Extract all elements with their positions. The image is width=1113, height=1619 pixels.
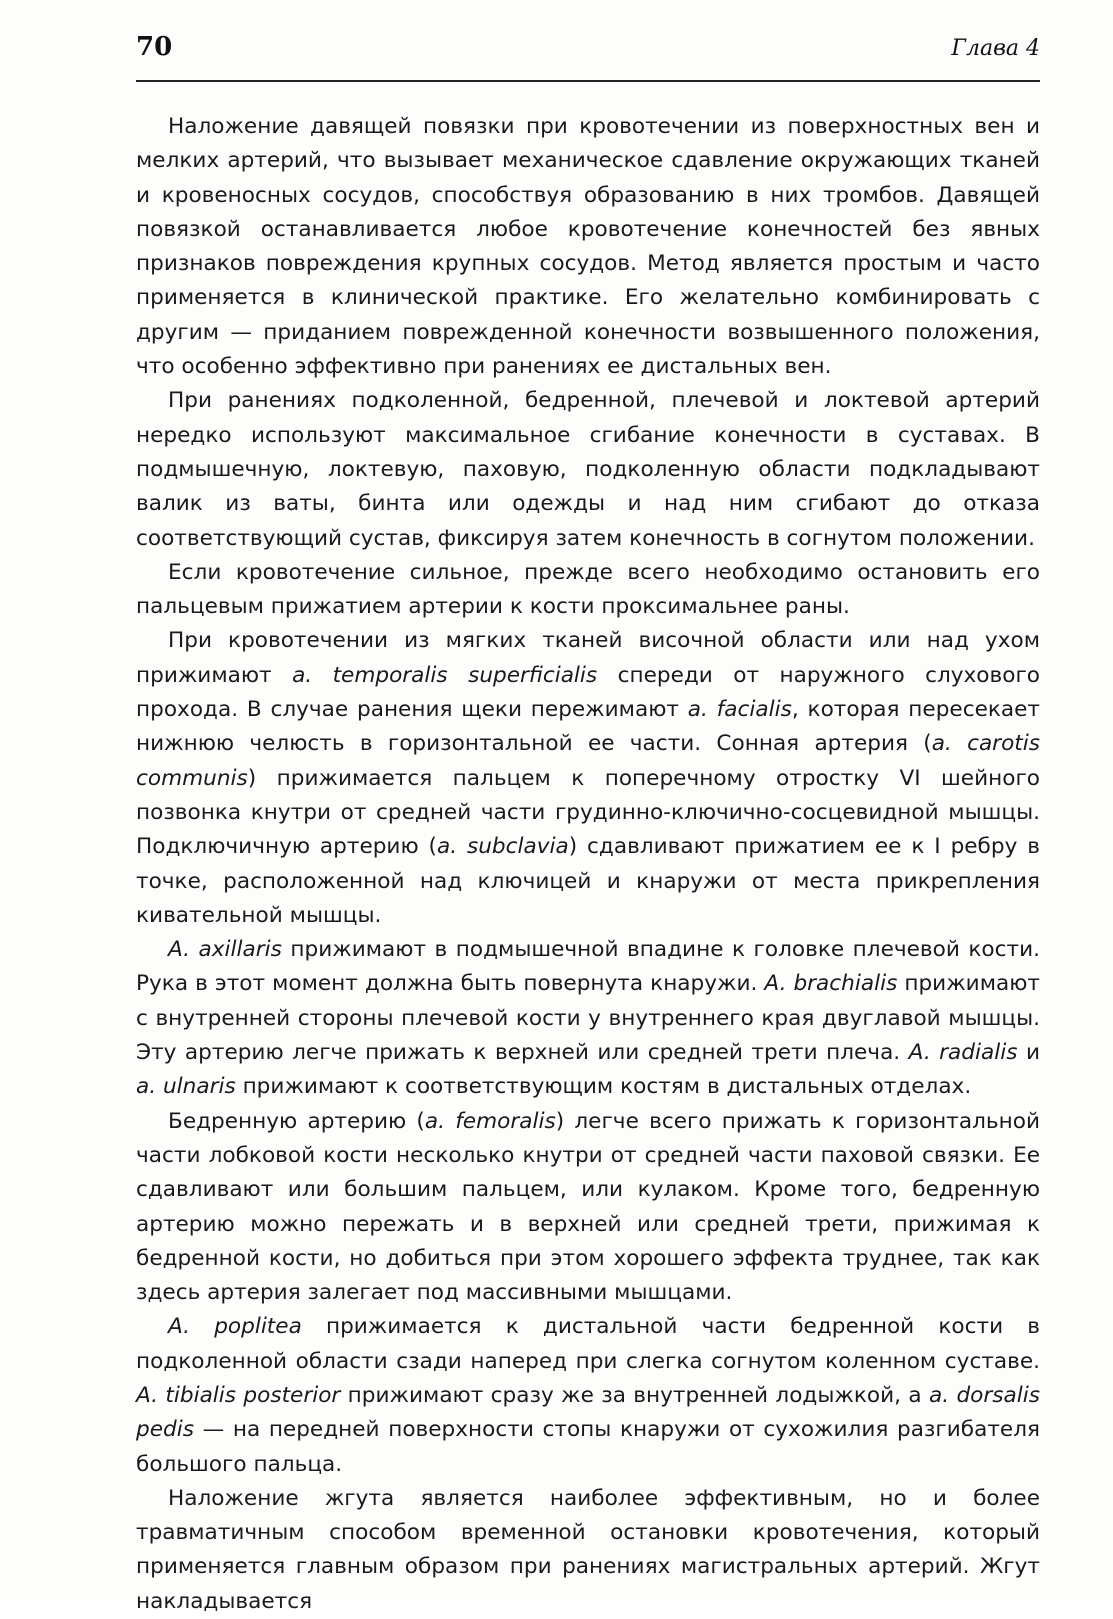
text-run: При ранениях подколенной, бедренной, плечевой и локтевой артерий нередко используют максимальное сгибание конечности в суставах. В подмышечную, локтевую, паховую, подколенную области подкладывают валик из ваты, бинта или одежды и над ним сгибают до отказа соответствующий сустав, фиксируя затем конечность в согнутом положении. xyxy=(136,388,1040,551)
paragraph xyxy=(136,1482,1040,1619)
text-run: прижимают в подмышечной впадине к головке плечевой кости. Рука в этот момент должна быть повернута кнаружи. xyxy=(136,937,1040,997)
text-run: Наложение давящей повязки при кровотечении из поверхностных вен и мелких артерий, что вызывает механическое сдавление окружающих тканей и кровеносных сосудов, способствуя образованию в них тромбов. Давящей повязкой останавливается любое кровотечение конечностей без явных признаков повреждения крупных сосудов. Метод является простым и часто применяется в клинической практике. Его желательно комбинировать с другим — приданием поврежденной конечности возвышенного положения, что особенно эффективно при ранениях ее дистальных вен. xyxy=(136,114,1040,380)
latin-term: a. subclavia xyxy=(436,834,569,860)
paragraph xyxy=(136,556,1040,625)
latin-term: a. carotis communis xyxy=(136,731,1040,791)
latin-term: a. dorsalis pedis xyxy=(136,1382,1040,1443)
text-run: При кровотечении из мягких тканей височной области или над ухом прижимают xyxy=(136,628,1040,688)
latin-term: A. poplitea xyxy=(168,1314,302,1340)
text-run: ) прижимается пальцем к поперечному отростку VI шейного позвонка кнутри от средней части грудинно-ключично-сосцевидной мышцы. Подключичную артерию ( xyxy=(136,765,1040,860)
latin-term: A. tibialis posterior xyxy=(136,1382,341,1408)
chapter-title: Глава 4 xyxy=(951,36,1040,61)
paragraph xyxy=(136,624,1040,933)
text-run: прижимают сразу же за внутренней лодыжкой, а xyxy=(340,1382,929,1408)
latin-term: A. brachialis xyxy=(764,971,898,997)
latin-term: A. radialis xyxy=(908,1040,1018,1066)
paragraph xyxy=(136,1310,1040,1481)
latin-term: a. facialis xyxy=(687,697,792,723)
paragraph xyxy=(136,933,1040,1104)
text-run: — на передней поверхности стопы кнаружи от сухожилия разгибателя большого пальца. xyxy=(136,1417,1040,1477)
latin-term: a. ulnaris xyxy=(136,1074,236,1100)
page-number: 70 xyxy=(136,32,173,62)
latin-term: A. axillaris xyxy=(168,937,282,963)
text-run: ) легче всего прижать к горизонтальной части лобковой кости несколько кнутри от средней части паховой связки. Ее сдавливают или большим пальцем, или кулаком. Кроме того, бедренную артерию можно пережать и в верхней или средней трети, прижимая к бедренной кости, но добиться при этом хорошего эффекта труднее, так как здесь артерия залегает под массивными мышцами. xyxy=(136,1108,1040,1306)
text-run: , которая пересекает нижнюю челюсть в горизонтальной ее части. Сонная артерия ( xyxy=(136,697,1040,757)
text-run: и xyxy=(1017,1040,1041,1066)
text-run: ) сдавливают прижатием ее к I ребру в точке, расположенной над ключицей и кнаружи от места прикрепления кивательной мышцы. xyxy=(136,834,1040,928)
text-run: Если кровотечение сильное, прежде всего необходимо остановить его пальцевым прижатием артерии к кости проксимальнее раны. xyxy=(136,559,1040,620)
paragraph xyxy=(136,110,1040,384)
text-run: спереди от наружного слухового прохода. В случае ранения щеки пережимают xyxy=(136,662,1041,723)
paragraph xyxy=(136,384,1040,555)
text-run: прижимают с внутренней стороны плечевой кости у внутреннего края двуглавой мышцы. Эту артерию легче прижать к верхней или средней трети плеча. xyxy=(136,971,1040,1066)
latin-term: a. femoralis xyxy=(424,1108,556,1134)
paragraph xyxy=(136,1105,1040,1311)
text-run: прижимается к дистальной части бедренной кости в подколенной области сзади наперед при слегка согнутом коленном суставе. xyxy=(136,1314,1040,1374)
body-text xyxy=(136,110,1040,1619)
text-run: прижимают к соответствующим костям в дистальных отделах. xyxy=(235,1074,972,1100)
text-run: Бедренную артерию ( xyxy=(168,1108,425,1134)
page-header xyxy=(136,28,1040,82)
text-run: Наложение жгута является наиболее эффективным, но и более травматичным способом временной остановки кровотечения, который применяется главным образом при ранениях магистральных артерий. Жгут накладывается xyxy=(136,1485,1040,1614)
latin-term: a. temporalis superficialis xyxy=(292,662,598,688)
